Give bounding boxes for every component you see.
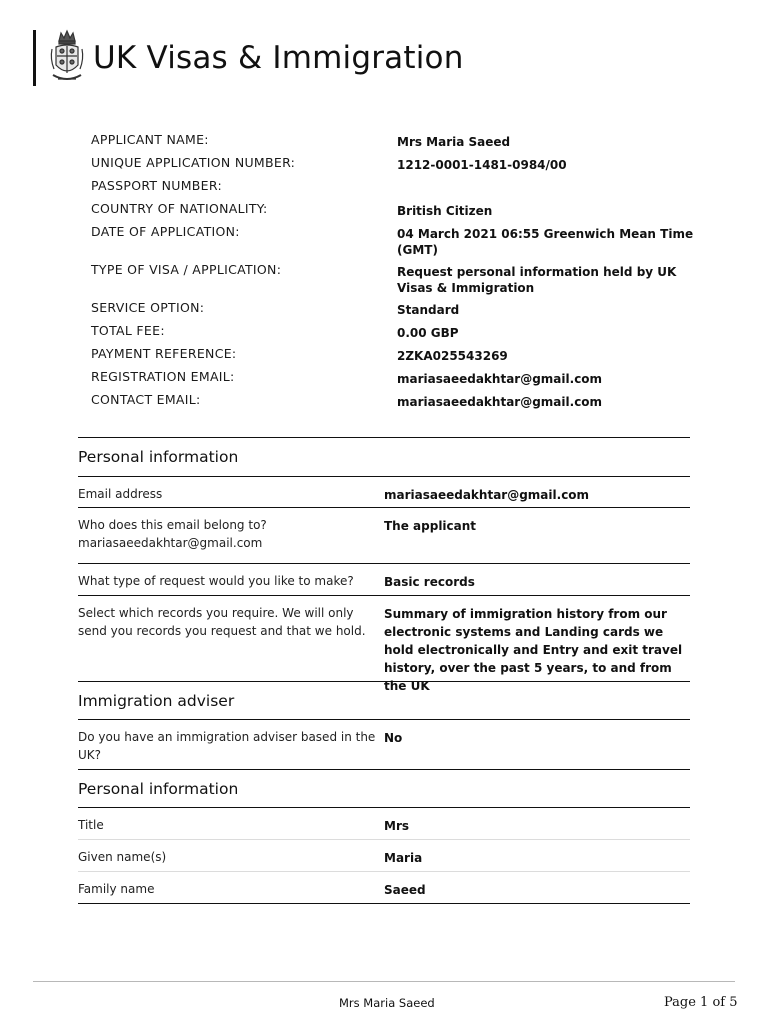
answer-text: Basic records xyxy=(384,575,475,589)
answer-row xyxy=(78,477,690,508)
summary-row xyxy=(91,153,711,176)
summary-row xyxy=(91,222,711,260)
summary-value: Standard xyxy=(397,303,460,317)
summary-label: TYPE OF VISA / APPLICATION: xyxy=(91,262,282,277)
answer-text: The applicant xyxy=(384,519,477,533)
answer-row xyxy=(78,508,690,564)
summary-row xyxy=(91,298,711,321)
royal-crest-icon xyxy=(49,29,85,87)
summary-value xyxy=(397,176,697,180)
summary-row xyxy=(91,130,711,153)
summary-value: 0.00 GBP xyxy=(397,326,459,340)
answer-text: No xyxy=(384,731,403,745)
answer-text: Mrs xyxy=(384,819,410,833)
answer-row xyxy=(78,808,690,840)
section-heading: Personal information xyxy=(78,770,690,808)
summary-row xyxy=(91,367,711,390)
summary-label: PASSPORT NUMBER: xyxy=(91,178,222,193)
summary-row xyxy=(91,321,711,344)
answer-text: Saeed xyxy=(384,883,426,897)
answer-row xyxy=(78,564,690,596)
question-text: Email address xyxy=(78,487,163,501)
summary-value: 2ZKA025543269 xyxy=(397,349,508,363)
question-text: Given name(s) xyxy=(78,850,167,864)
summary-value: Mrs Maria Saeed xyxy=(397,135,511,149)
summary-row xyxy=(91,199,711,222)
section-heading: Personal information xyxy=(78,438,690,477)
summary-value: 04 March 2021 06:55 Greenwich Mean Time (GMT) xyxy=(397,227,694,257)
summary-label: UNIQUE APPLICATION NUMBER: xyxy=(91,155,296,170)
answer-row xyxy=(78,872,690,904)
question-text: Select which records you require. We will only send you records you request and that we hold. xyxy=(78,606,366,638)
summary-row xyxy=(91,344,711,367)
answer-row xyxy=(78,840,690,872)
brand-title: UK Visas & Immigration xyxy=(93,40,464,76)
answer-row xyxy=(78,596,690,693)
question-text: Title xyxy=(78,818,104,832)
summary-label: TOTAL FEE: xyxy=(91,323,165,338)
answers-table xyxy=(78,437,690,904)
summary-label: REGISTRATION EMAIL: xyxy=(91,369,235,384)
footer-applicant-name: Mrs Maria Saeed xyxy=(339,996,435,1010)
summary-label: COUNTRY OF NATIONALITY: xyxy=(91,201,268,216)
summary-label: PAYMENT REFERENCE: xyxy=(91,346,237,361)
summary-label: CONTACT EMAIL: xyxy=(91,392,201,407)
summary-label: APPLICANT NAME: xyxy=(91,132,209,147)
summary-value: 1212-0001-1481-0984/00 xyxy=(397,158,567,172)
page-header xyxy=(0,0,768,100)
header-divider xyxy=(33,30,36,86)
summary-value: mariasaeedakhtar@gmail.com xyxy=(397,372,603,386)
question-text: Do you have an immigration adviser based in the UK? xyxy=(78,730,376,762)
answer-text: mariasaeedakhtar@gmail.com xyxy=(384,488,590,502)
application-summary xyxy=(91,130,711,413)
answer-row xyxy=(78,720,690,770)
footer-divider xyxy=(33,981,735,982)
summary-value: Request personal information held by UK Visas & Immigration xyxy=(397,265,677,295)
answer-text: Summary of immigration history from our electronic systems and Landing cards we hold electronically and Entry and exit travel history, over the past 5 years, to and from the UK xyxy=(384,607,683,693)
summary-label: SERVICE OPTION: xyxy=(91,300,205,315)
section-heading: Immigration adviser xyxy=(78,682,690,720)
page-number: Page 1 of 5 xyxy=(664,995,738,1010)
question-text: What type of request would you like to make? xyxy=(78,574,354,588)
summary-row xyxy=(91,390,711,413)
summary-row xyxy=(91,176,711,199)
question-text: Family name xyxy=(78,882,155,896)
summary-row xyxy=(91,260,711,298)
answer-text: Maria xyxy=(384,851,423,865)
summary-value: mariasaeedakhtar@gmail.com xyxy=(397,395,603,409)
summary-label: DATE OF APPLICATION: xyxy=(91,224,240,239)
summary-value: British Citizen xyxy=(397,204,493,218)
question-text: Who does this email belong to? mariasaeedakhtar@gmail.com xyxy=(78,518,267,550)
